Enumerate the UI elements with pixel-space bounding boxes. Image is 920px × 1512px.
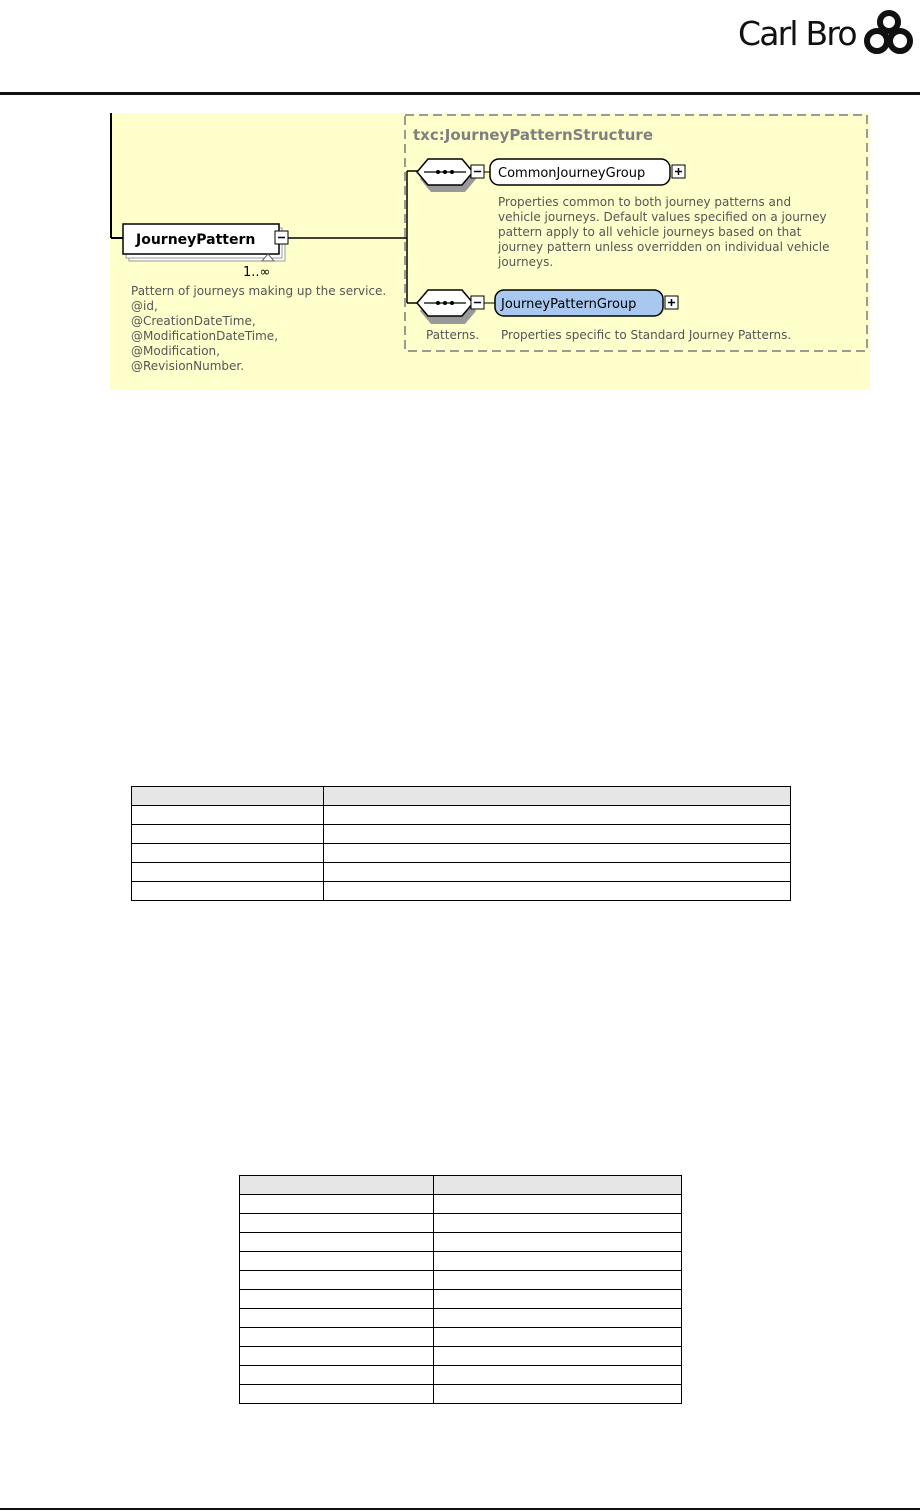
element-documentation: Pattern of journeys making up the service. @id, @CreationDateTime, @ModificationDateTime, @Modification, @RevisionNumber.	[131, 284, 387, 373]
table-cell	[434, 1252, 682, 1271]
table-row	[132, 863, 791, 882]
table-cell	[324, 844, 791, 863]
table-cell	[240, 1347, 434, 1366]
journey-pattern-group-label: JourneyPatternGroup	[501, 297, 637, 312]
table-cell	[434, 1385, 682, 1404]
table-cell	[240, 1328, 434, 1347]
table-cell	[240, 1233, 434, 1252]
table-cell	[434, 1195, 682, 1214]
table-row	[240, 1347, 682, 1366]
cardinality-label: 1..∞	[243, 265, 271, 280]
collapse-icon[interactable]	[275, 231, 288, 244]
data-table-2	[239, 1175, 682, 1404]
table-cell	[324, 825, 791, 844]
table-row	[240, 1385, 682, 1404]
journey-pattern-label: JourneyPattern	[136, 232, 256, 248]
footer-rule	[0, 1508, 920, 1510]
sequence-icon	[417, 159, 476, 192]
patterns-label: Patterns.	[426, 328, 480, 342]
table-header-row	[132, 787, 791, 806]
sequence-icon	[417, 290, 476, 324]
table-cell	[434, 1366, 682, 1385]
table-cell	[132, 787, 324, 806]
table-cell	[434, 1271, 682, 1290]
table-row	[240, 1309, 682, 1328]
table-cell	[240, 1195, 434, 1214]
common-journey-group-label: CommonJourneyGroup	[498, 166, 646, 181]
table-cell	[324, 882, 791, 901]
table-cell	[434, 1290, 682, 1309]
table-row	[132, 806, 791, 825]
table-cell	[240, 1271, 434, 1290]
structure-title: txc:JourneyPatternStructure	[413, 126, 653, 144]
table-cell	[132, 806, 324, 825]
table-cell	[324, 787, 791, 806]
table-cell	[240, 1214, 434, 1233]
table-row	[132, 882, 791, 901]
table-cell	[434, 1347, 682, 1366]
table-row	[240, 1233, 682, 1252]
table-row	[240, 1328, 682, 1347]
table-cell	[240, 1290, 434, 1309]
logo-knot-icon	[862, 10, 916, 56]
table-header-row	[240, 1176, 682, 1195]
pattern-group-documentation: Properties specific to Standard Journey Patterns.	[501, 328, 792, 342]
table-cell	[324, 863, 791, 882]
table-cell	[132, 882, 324, 901]
table-row	[240, 1290, 682, 1309]
table-cell	[434, 1309, 682, 1328]
collapse-icon[interactable]	[471, 296, 484, 309]
header-rule	[0, 92, 920, 95]
expand-icon[interactable]	[672, 165, 685, 178]
table-row	[240, 1214, 682, 1233]
expand-icon[interactable]	[665, 296, 678, 309]
table-cell	[132, 863, 324, 882]
table-cell	[240, 1366, 434, 1385]
table-row	[132, 844, 791, 863]
table-cell	[132, 844, 324, 863]
table-row	[132, 825, 791, 844]
table-cell	[240, 1309, 434, 1328]
company-logo	[738, 10, 916, 56]
logo-text: Carl Bro	[738, 13, 856, 53]
table-row	[240, 1252, 682, 1271]
table-cell	[324, 806, 791, 825]
schema-diagram	[110, 113, 870, 390]
table-row	[240, 1271, 682, 1290]
collapse-icon[interactable]	[471, 165, 484, 178]
table-cell	[434, 1176, 682, 1195]
table-cell	[132, 825, 324, 844]
table-cell	[240, 1385, 434, 1404]
table-cell	[434, 1233, 682, 1252]
table-row	[240, 1195, 682, 1214]
table-cell	[434, 1328, 682, 1347]
table-cell	[240, 1176, 434, 1195]
table-cell	[240, 1252, 434, 1271]
data-table-1	[131, 786, 791, 901]
table-row	[240, 1366, 682, 1385]
table-cell	[434, 1214, 682, 1233]
common-group-documentation: Properties common to both journey patterns and vehicle journeys. Default values specified on a journey pattern apply to all vehicle journeys based on that journey pattern unless overridden on individual vehicle journeys.	[498, 195, 830, 269]
